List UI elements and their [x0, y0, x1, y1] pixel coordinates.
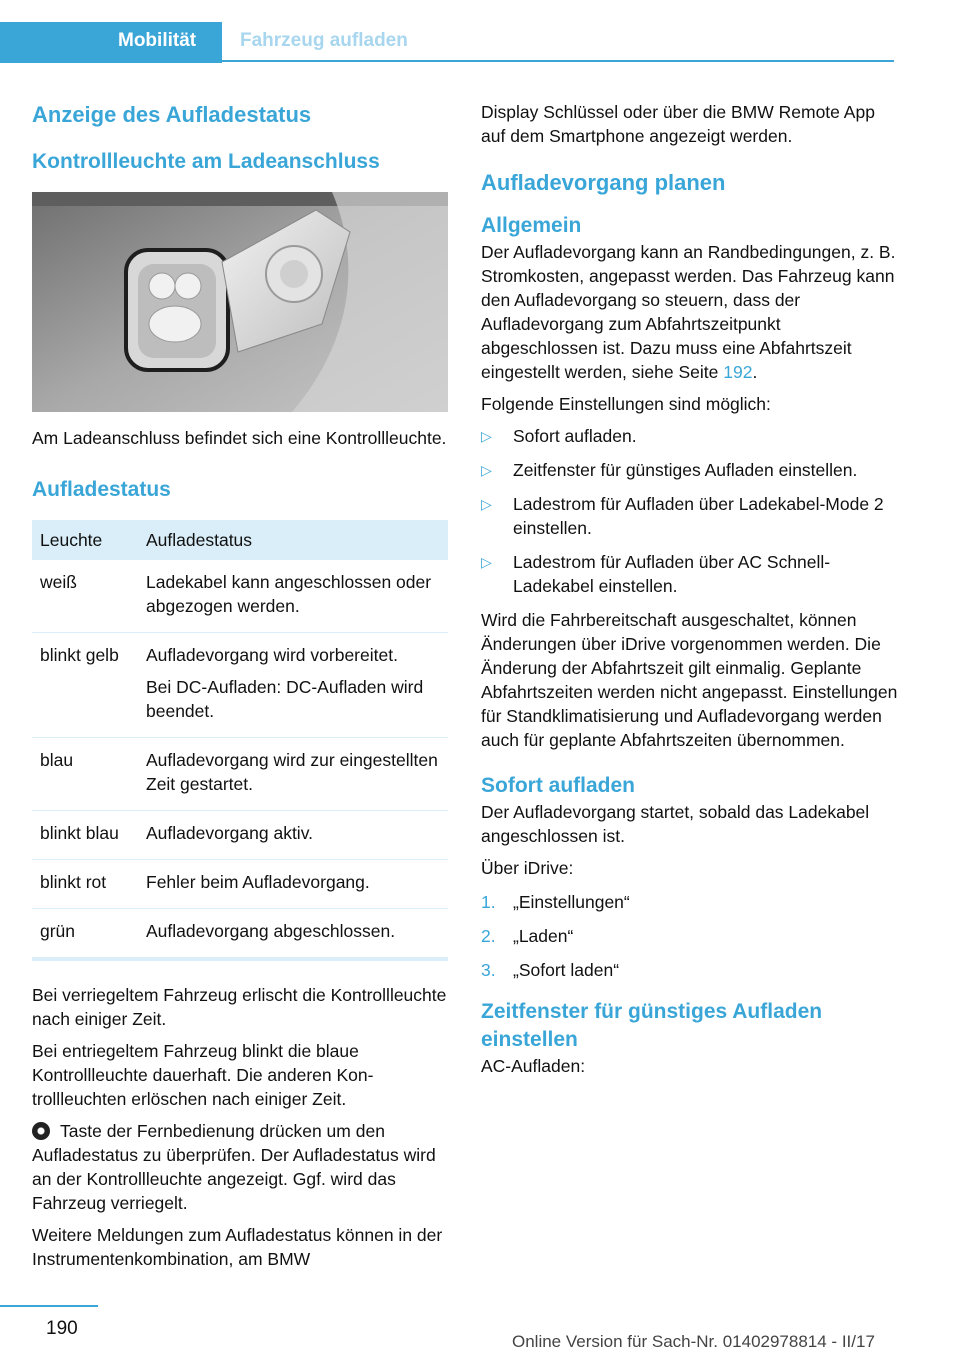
cell-status: [138, 633, 448, 738]
list-item-text: Ladestrom für Aufladen über Ladekabel-Mode 2 einstellen.: [513, 494, 884, 538]
cell-status: Aufladevorgang abgeschlossen.: [138, 909, 448, 960]
paragraph-locked: Bei verriegeltem Fahrzeug erlischt die Kontrollleuchte nach einiger Zeit.: [32, 985, 447, 1029]
status-table-header: [32, 520, 448, 560]
cell-light: grün: [32, 909, 138, 960]
heading-indicator-light: Kontrollleuchte am Ladeanschluss: [32, 150, 380, 173]
step-number: 1.: [481, 892, 496, 912]
col-header-light: Leuchte: [32, 520, 138, 560]
heading-time-window: Zeitfenster für günstiges Aufladen einstellen: [481, 1000, 823, 1051]
step-text: „Einstellungen“: [513, 892, 630, 912]
cell-light: blau: [32, 738, 138, 811]
remote-key-icon: [32, 1122, 50, 1140]
cell-light: weiß: [32, 560, 138, 633]
heading-charging-status-display: Anzeige des Aufladestatus: [32, 102, 312, 127]
section-tab-label: Mobilität: [118, 30, 197, 51]
cell-status: Aufladevorgang aktiv.: [138, 811, 448, 860]
status-table: [32, 520, 448, 961]
cell-status: Ladekabel kann angeschlossen oder abgezogen werden.: [138, 560, 448, 633]
step-number: 3.: [481, 960, 496, 980]
paragraph-ac-charging: AC-Aufladen:: [481, 1056, 586, 1076]
header-rule: [222, 60, 894, 62]
right-column: [481, 100, 901, 1078]
step-text: „Laden“: [513, 926, 574, 946]
list-item: [481, 890, 901, 914]
heading-general: Allgemein: [481, 214, 582, 237]
heading-plan-charging: Aufladevorgang planen: [481, 170, 726, 195]
table-row: [32, 909, 448, 960]
list-item-text: Ladestrom für Aufladen über AC Schnell-Ladekabel einstellen.: [513, 552, 831, 596]
list-item: [481, 550, 901, 598]
paragraph-general-text: Der Aufladevorgang kann an Randbedingungen, z. B. Stromkosten, angepasst werden. Das Fahrzeug kann den Aufladevorgang so steuern, dass der Aufladevorgang zum Abfahrtszeitpunkt abgeschlossen ist. Dazu muss eine Abfahrtszeit eingestellt werden, siehe Seite: [481, 242, 896, 382]
list-item: [481, 424, 901, 448]
cell-status-line: Aufladevorgang wird vorbereitet.: [146, 645, 398, 665]
footer-note: Online Version für Sach-Nr. 01402978814 - II/17: [512, 1332, 875, 1351]
table-row: [32, 811, 448, 860]
list-item: [481, 492, 901, 540]
cell-light: blinkt rot: [32, 860, 138, 909]
table-row: [32, 738, 448, 811]
step-number: 2.: [481, 926, 496, 946]
table-row: [32, 860, 448, 909]
col-header-status: Aufladestatus: [138, 520, 448, 560]
paragraph-general: [481, 240, 901, 384]
paragraph-remote-text: Taste der Fernbedienung drücken um den Aufladestatus zu überprüfen. Der Aufladestatus wird an der Kontrollleuchte angezeigt. Ggf. wird das Fahrzeug verriegelt.: [32, 1121, 436, 1213]
list-item-text: Sofort aufladen.: [513, 426, 637, 446]
paragraph-general-end: .: [752, 362, 758, 382]
paragraph-idrive: Über iDrive:: [481, 858, 574, 878]
cell-light: blinkt gelb: [32, 633, 138, 738]
charging-port-photo: [32, 192, 448, 412]
left-column: [32, 100, 448, 1271]
paragraph-unlocked: Bei entriegeltem Fahrzeug blinkt die blaue Kontrollleuchte dauerhaft. Die anderen Kontrollleuchten erlöschen nach einiger Zeit.: [32, 1041, 374, 1109]
cell-light: blinkt blau: [32, 811, 138, 860]
list-item: [481, 924, 901, 948]
list-item: [481, 458, 901, 482]
settings-list: [481, 424, 901, 598]
paragraph-more-messages: Weitere Meldungen zum Aufladestatus können in der Instrumentenkombination, am BMW: [32, 1225, 443, 1269]
paragraph-settings-intro: Folgende Einstellungen sind möglich:: [481, 394, 771, 414]
paragraph-remote: [32, 1119, 448, 1215]
table-row: [32, 633, 448, 738]
heading-charge-now: Sofort aufladen: [481, 774, 636, 797]
page-reference-link[interactable]: 192: [723, 362, 753, 382]
caption-indicator: Am Ladeanschluss befindet sich eine Kontrollleuchte.: [32, 428, 447, 448]
step-text: „Sofort laden“: [513, 960, 620, 980]
cell-status-note: Bei DC-Aufladen: DC-Aufladen wird beendet.: [146, 677, 424, 721]
triangle-bullet-icon: ▷: [481, 428, 492, 444]
list-item-text: Zeitfenster für günstiges Aufladen einstellen.: [513, 460, 858, 480]
list-item: [481, 958, 901, 982]
paragraph-charge-now: Der Aufladevorgang startet, sobald das Ladekabel angeschlossen ist.: [481, 802, 870, 846]
steps-list: [481, 890, 901, 982]
footer-rule: [0, 1305, 98, 1307]
heading-charging-status: Aufladestatus: [32, 478, 171, 501]
breadcrumb: Fahrzeug aufladen: [240, 30, 408, 51]
cell-status: Aufladevorgang wird zur eingestellten Zeit gestartet.: [138, 738, 448, 811]
paragraph-drive-ready: Wird die Fahrbereitschaft ausgeschaltet, können Änderungen über iDrive vorgenommen werden. Die Änderung der Abfahrtszeit gilt einmalig. Geplante Abfahrtszeiten werden nicht angepasst. Einstellungen für Standklimatisierung und Aufladevorgang werden auch für geplante Abfahrtszeiten übernommen.: [481, 610, 898, 750]
triangle-bullet-icon: ▷: [481, 554, 492, 570]
table-row: [32, 560, 448, 633]
triangle-bullet-icon: ▷: [481, 496, 492, 512]
cell-status: Fehler beim Aufladevorgang.: [138, 860, 448, 909]
triangle-bullet-icon: ▷: [481, 462, 492, 478]
paragraph-continued: Display Schlüssel oder über die BMW Remote App auf dem Smartphone angezeigt werden.: [481, 102, 875, 146]
page-number: 190: [46, 1318, 78, 1339]
